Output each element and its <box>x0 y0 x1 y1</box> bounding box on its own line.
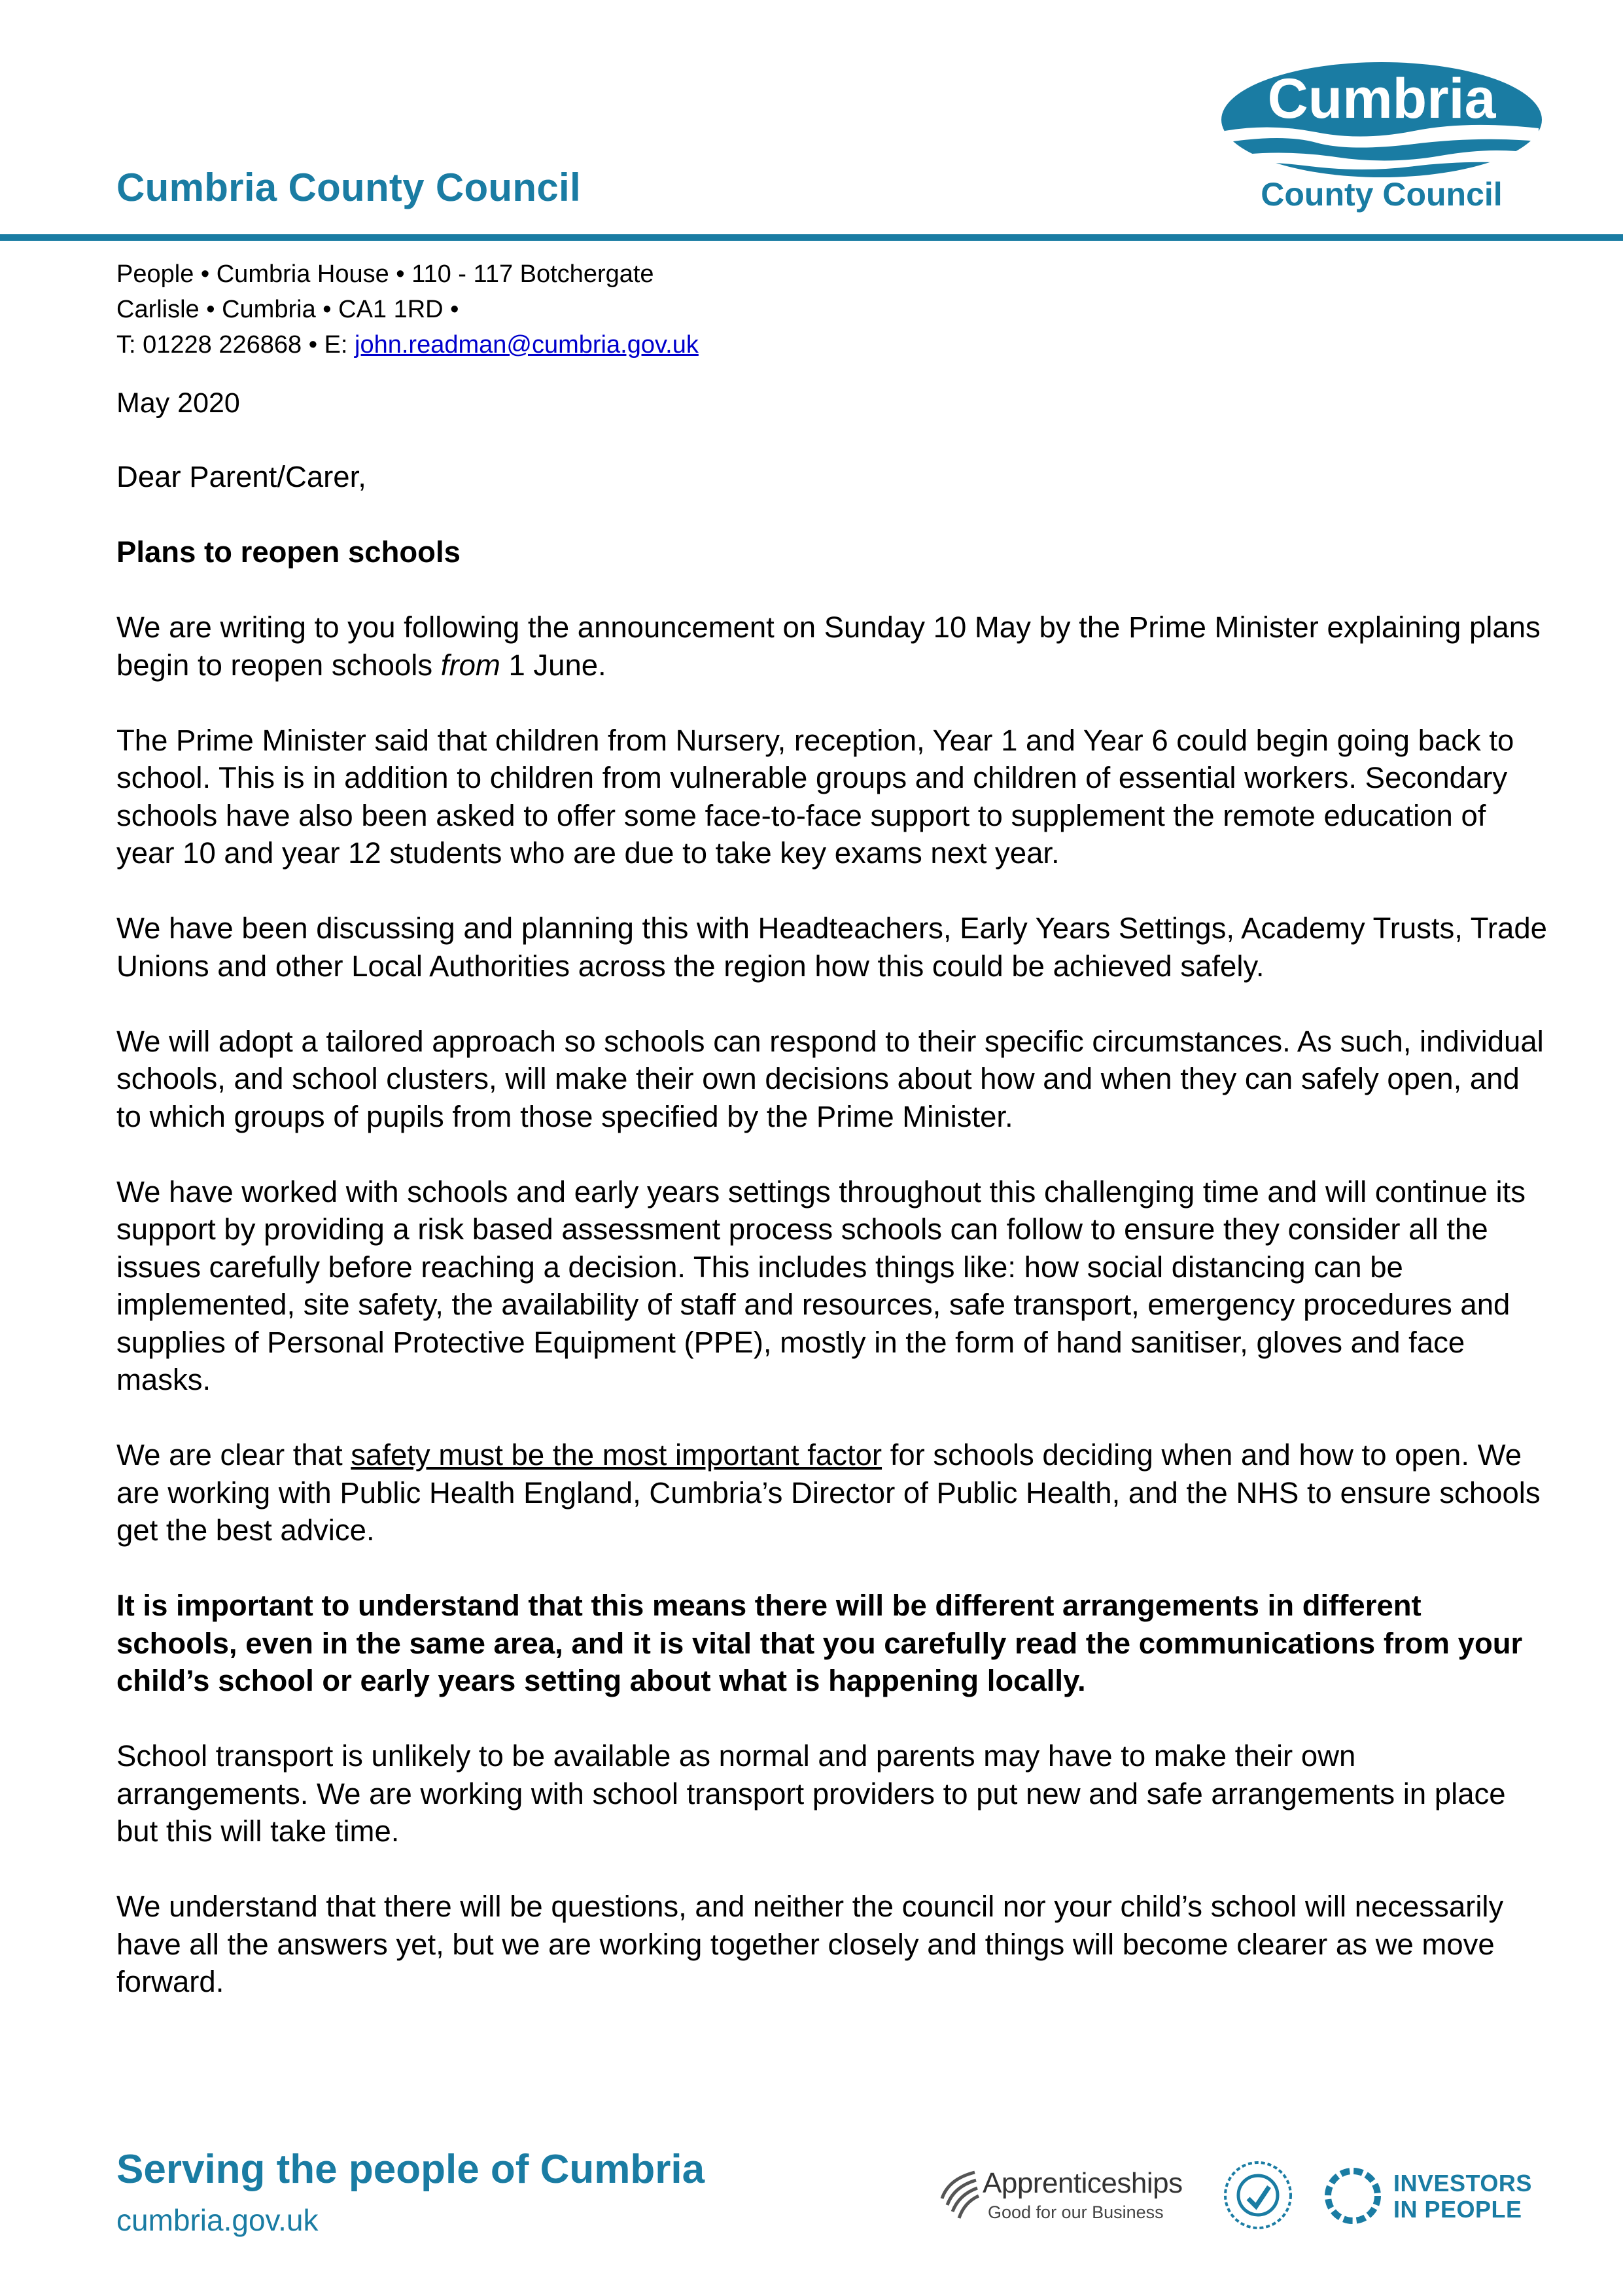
logo-word-top: Cumbria <box>1267 67 1496 130</box>
address-block <box>116 256 699 362</box>
paragraph-4: We will adopt a tailored approach so schools can respond to their specific circumstances. As such, individual schools, and school clusters, will make their own decisions about how and when they can safely open, and to which groups of pupils from those specified by the Prime Minister. <box>116 1024 1544 1133</box>
apprenticeships-sub: Good for our Business <box>988 2202 1164 2222</box>
salutation: Dear Parent/Carer, <box>116 460 366 493</box>
paragraph-6-text-a: We are clear that <box>116 1438 351 1472</box>
paragraph-7-important: It is important to understand that this means there will be different arrangements in different schools, even in the same area, and it is vital that you carefully read the communications from your child’s school or early years setting about what is happening locally. <box>116 1589 1523 1697</box>
apprenticeships-label: Apprenticeships <box>983 2167 1183 2199</box>
phone-text: T: 01228 226868 • E: <box>116 331 355 359</box>
paragraph-1 <box>116 609 1549 684</box>
apprenticeships-logo <box>935 2159 1197 2231</box>
paragraph-6-text-b: for schools deciding when and how to open. We are working with Public Health England, Cumbria’s Director of Public Health, and the NHS to ensure schools get the best advice. <box>116 1438 1541 1547</box>
paragraph-2: The Prime Minister said that children from Nursery, reception, Year 1 and Year 6 could begin going back to school. This is in addition to children from vulnerable groups and children of essential workers. Secondary schools have also been asked to offer some face-to-face support to supplement the remote education of year 10 and year 12 students who are due to take key exams next year. <box>116 723 1514 870</box>
address-line-3 <box>116 327 699 362</box>
paragraph-1-text-b: 1 June. <box>500 648 606 682</box>
logo-word-bottom: County Council <box>1261 176 1503 213</box>
address-line-2: Carlisle • Cumbria • CA1 1RD • <box>116 296 459 323</box>
paragraph-9: We understand that there will be questions, and neither the council nor your child’s school will necessarily have all the answers yet, but we are working together closely and things will become clearer as we move forward. <box>116 1890 1504 1998</box>
footer-tagline: Serving the people of Cumbria <box>116 2147 705 2192</box>
investors-in-people-logo <box>1321 2163 1544 2229</box>
header-divider <box>0 234 1623 241</box>
cumbria-county-council-logo <box>1218 58 1545 215</box>
letter-subject: Plans to reopen schools <box>116 535 461 569</box>
paragraph-6 <box>116 1436 1549 1549</box>
disability-confident-badge-icon <box>1222 2159 1294 2231</box>
footer-url[interactable]: cumbria.gov.uk <box>116 2203 319 2237</box>
paragraph-3: We have been discussing and planning this with Headteachers, Early Years Settings, Academy Trusts, Trade Unions and other Local Authorities across the region how this could be achieved safely. <box>116 911 1547 983</box>
letter-date: May 2020 <box>116 387 240 419</box>
investors-in-people-wreath-icon <box>1321 2164 1384 2227</box>
apprenticeships-swirl-icon <box>935 2159 981 2231</box>
paragraph-5: We have worked with schools and early years settings throughout this challenging time and will continue its support by providing a risk based assessment process schools can follow to ensure they consider all the issues carefully before reaching a decision. This includes things like: how social distancing can be implemented, site safety, the availability of staff and resources, safe transport, emergency procedures and supplies of Personal Protective Equipment (PPE), mostly in the form of hand sanitiser, gloves and face masks. <box>116 1174 1526 1396</box>
paragraph-1-text-a: We are writing to you following the announcement on Sunday 10 May by the Prime Minister explaining plans begin to reopen schools <box>116 610 1541 682</box>
letter-body <box>116 458 1549 2038</box>
paragraph-8: School transport is unlikely to be available as normal and parents may have to make their own arrangements. We are working with school transport providers to put new and safe arrangements in place but this will take time. <box>116 1739 1506 1848</box>
paragraph-1-emphasis: from <box>440 648 500 682</box>
paragraph-6-underlined: safety must be the most important factor <box>351 1438 882 1472</box>
investors-line-1: INVESTORS <box>1393 2170 1532 2197</box>
council-name: Cumbria County Council <box>116 166 581 209</box>
investors-line-2: IN PEOPLE <box>1393 2196 1522 2223</box>
address-line-1: People • Cumbria House • 110 - 117 Botchergate <box>116 260 654 288</box>
email-link[interactable]: john.readman@cumbria.gov.uk <box>355 331 699 359</box>
